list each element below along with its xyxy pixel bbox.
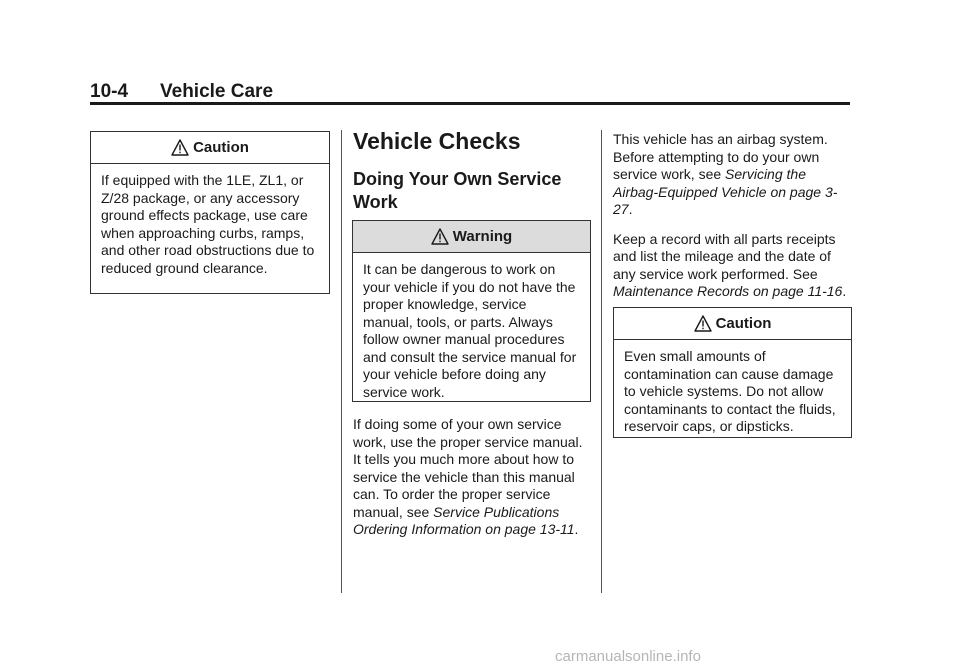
page-number: 10-4	[90, 81, 129, 102]
caution-header-2	[614, 308, 851, 340]
caution-box-contamination	[613, 307, 852, 438]
caution-header	[91, 132, 329, 164]
caution-box-ground-clearance	[90, 131, 330, 294]
airbag-paragraph: This vehicle has an airbag system. Before attempting to do your own service work, see Servicing the Airbag-Equipped Vehicle on page 3-27.	[613, 131, 838, 217]
warning-header	[353, 221, 590, 253]
caution-body: If equipped with the 1LE, ZL1, or Z/28 package, or any accessory ground effects package, use care when approaching curbs, ramps, and other road obstructions due to reduced ground clearance.	[101, 172, 315, 276]
watermark: carmanualsonline.info	[555, 648, 701, 665]
header-rule	[90, 102, 850, 105]
column-three-text	[613, 131, 851, 313]
warning-label: Warning	[452, 228, 513, 245]
column-divider-left	[341, 130, 342, 593]
maintenance-records-link[interactable]: Maintenance Records on page 11-16	[613, 283, 843, 299]
airbag-servicing-link[interactable]: Servicing the Airbag-Equipped Vehicle on page 3-27	[613, 166, 838, 217]
warning-icon	[431, 228, 449, 245]
caution-label: Caution	[193, 139, 249, 156]
caution-icon	[694, 315, 712, 332]
service-publications-link[interactable]: Service Publications Ordering Information on page 13-11	[353, 503, 575, 537]
page-header	[90, 80, 850, 104]
records-paragraph: Keep a record with all parts receipts and list the mileage and the date of any service work performed. See Maintenance Records on page 11-16.	[613, 230, 847, 299]
caution-icon	[171, 139, 189, 156]
section-title: Vehicle Care	[160, 81, 274, 102]
section-heading: Vehicle Checks	[353, 128, 521, 154]
warning-box-service	[352, 220, 591, 402]
caution-label-2: Caution	[715, 315, 772, 332]
service-manual-paragraph: If doing some of your own service work, use the proper service manual. It tells you much more about how to service the vehicle than this manual can. To order the proper service manual, see Service Publications Ordering Information on page 13-11.	[353, 416, 583, 537]
subsection-heading: Doing Your Own Service Work	[353, 169, 562, 212]
warning-body: It can be dangerous to work on your vehicle if you do not have the proper knowledge, service manual, tools, or parts. Always follow owner manual procedures and consult the service manual for your vehicle before doing any service work.	[363, 261, 577, 400]
column-divider-right	[601, 130, 602, 593]
caution-body-2: Even small amounts of contamination can cause damage to vehicle systems. Do not allow contaminants to contact the fluids, reservoir caps, or dipsticks.	[624, 348, 836, 434]
